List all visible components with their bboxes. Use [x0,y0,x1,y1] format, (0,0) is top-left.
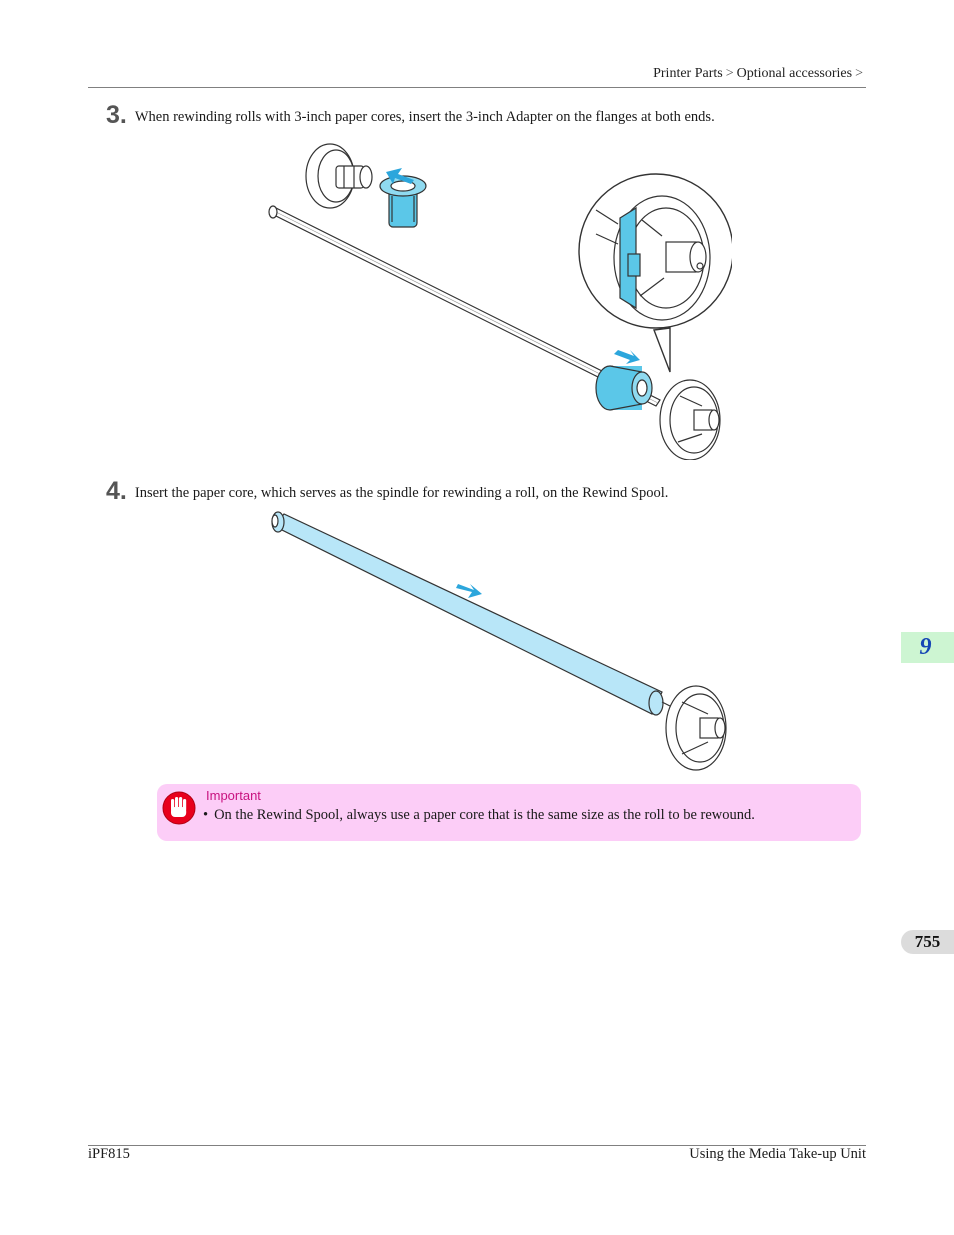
page-number: 755 [901,930,954,954]
hand-stop-icon [161,790,197,826]
step-4 [106,477,668,506]
important-note [157,784,861,841]
footer-section-title: Using the Media Take-up Unit [689,1146,866,1162]
breadcrumb-separator: > [725,66,734,81]
adapter-insertion-illustration [262,138,732,460]
footer-model: iPF815 [88,1146,130,1162]
step-text: Insert the paper core, which serves as the spindle for rewinding a roll, on the Rewind Spool. [134,485,669,501]
breadcrumb-item-optional-accessories[interactable]: Optional accessories [736,66,853,81]
header-rule [88,87,866,88]
right-flange [660,380,720,460]
insert-arrow-right [614,350,640,364]
breadcrumb-separator: > [855,66,863,81]
important-label: Important [206,788,261,803]
breadcrumb [653,66,866,82]
left-flange [306,144,372,208]
paper-core-insertion-illustration [262,510,732,775]
step-number: 3. [106,101,127,129]
important-item-text: On the Rewind Spool, always use a paper core that is the same size as the roll to be rewound. [214,807,755,823]
step-number: 4. [106,477,127,505]
breadcrumb-item-printer-parts[interactable]: Printer Parts [653,66,723,81]
paper-core [272,512,663,715]
important-item [203,807,755,824]
right-adapter [596,366,652,410]
bullet: • [203,807,209,823]
rewind-spool-end [662,686,726,770]
left-adapter [380,176,426,227]
insert-arrow [456,584,482,598]
step-text: When rewinding rolls with 3-inch paper cores, insert the 3-inch Adapter on the flanges at both ends. [134,109,715,125]
chapter-tab[interactable]: 9 [901,632,954,663]
step-3 [106,101,715,130]
